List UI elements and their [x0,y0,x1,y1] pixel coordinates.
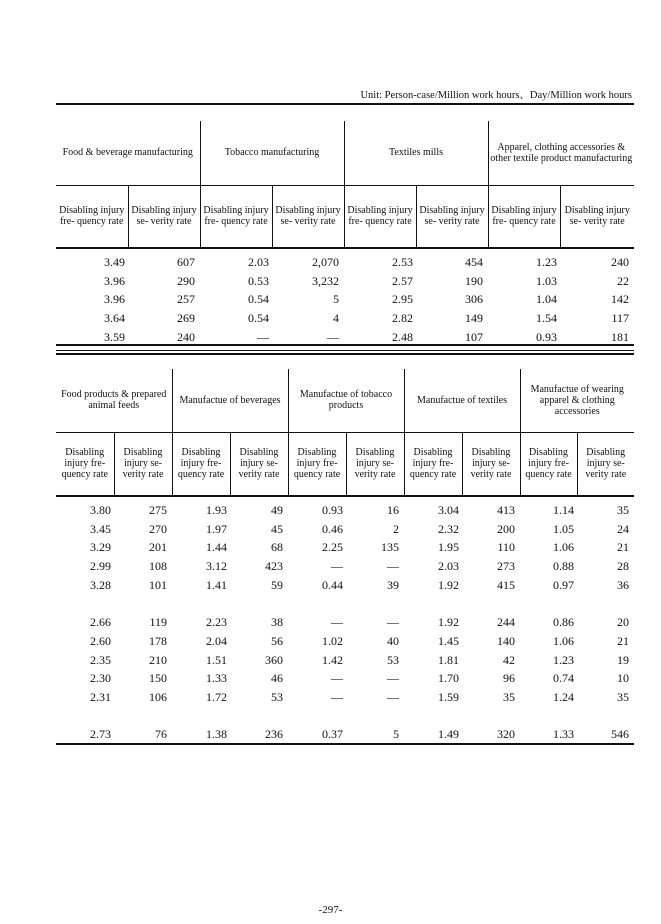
table-cell: 49 [271,503,283,517]
table-cell: 1.59 [438,690,459,705]
table-cell: 0.37 [322,727,343,742]
table-cell: 21 [617,540,629,555]
table-cell: 2.95 [392,292,413,307]
table-cell: — [327,329,339,344]
table-cell: 53 [387,652,399,667]
table-cell: 21 [617,633,629,648]
table-cell: 2.23 [206,615,227,630]
group-header: Manufactue of wearing apparel & clothing accessories [520,369,634,432]
table-row [56,576,634,595]
group-header: Manufactue of beverages [172,369,288,432]
severity-rate-header: Disabling injury se- verity rate [416,185,488,248]
table-cell: — [387,690,399,705]
severity-rate-header: Disabling injury se- verity rate [560,185,634,248]
severity-rate-header: Disabling injury se- verity rate [230,432,288,496]
table-cell: 3.04 [438,503,459,517]
table-cell: 1.23 [536,255,557,269]
table-cell: 96 [503,671,515,686]
table-row [56,651,634,670]
table-row [56,253,634,272]
table-cell: 415 [497,577,515,592]
table-cell: 1.03 [536,273,557,288]
table-cell: 3.96 [104,273,125,288]
table-cell: 1.06 [553,540,574,555]
table-cell: 2.99 [90,559,111,574]
table-cell: 117 [611,311,629,326]
table-cell: 257 [177,292,195,307]
severity-rate-header: Disabling injury se- verity rate [114,432,172,496]
frequency-rate-header: Disabling injury fre- quency rate [56,432,114,496]
frequency-rate-header: Disabling injury fre- quency rate [56,185,128,248]
table-cell: 119 [149,615,167,630]
table-cell: 135 [381,540,399,555]
table-cell: 2.60 [90,633,111,648]
table-cell: 4 [333,311,339,326]
table-cell: 42 [503,652,515,667]
table-cell: 0.97 [553,577,574,592]
table-cell: 149 [465,311,483,326]
table2-top-rule-b [56,353,634,355]
table-cell: 244 [497,615,515,630]
table-cell: 5 [393,727,399,742]
table-cell: 0.93 [322,503,343,517]
table-cell: 56 [271,633,283,648]
table-cell: 2,070 [312,255,339,269]
table-cell: 275 [149,503,167,517]
table-cell: 24 [617,521,629,536]
table-cell: 178 [149,633,167,648]
table-cell: 110 [497,540,515,555]
table-cell: 200 [497,521,515,536]
table-cell: 290 [177,273,195,288]
table-cell: 1.45 [438,633,459,648]
table-cell: 240 [611,255,629,269]
table-cell: 306 [465,292,483,307]
table-cell: 1.23 [553,652,574,667]
spacer-row [56,595,634,614]
table-cell: 0.86 [553,615,574,630]
table-cell: 269 [177,311,195,326]
spacer-row [56,707,634,726]
group-header: Tobacco manufacturing [200,121,344,185]
table-cell: 1.92 [438,577,459,592]
table-cell: 1.33 [206,671,227,686]
table-cell: 360 [265,652,283,667]
table-cell: 1.41 [206,577,227,592]
table-cell: 16 [387,503,399,517]
table-cell: 1.54 [536,311,557,326]
table-cell: — [331,615,343,630]
group-header: Apparel, clothing accessories & other textile product manufacturing [488,121,634,185]
table-cell: 3.45 [90,521,111,536]
table-cell: 1.93 [206,503,227,517]
table-cell: 53 [271,690,283,705]
frequency-rate-header: Disabling injury fre- quency rate [288,432,346,496]
table-cell: 2.48 [392,329,413,344]
table-cell: 3.80 [90,503,111,517]
table-cell: 546 [611,727,629,742]
table-cell: 273 [497,559,515,574]
page-number: -297- [318,904,343,916]
table-cell: 423 [265,559,283,574]
table-cell: 1.81 [438,652,459,667]
table-cell: 2.03 [438,559,459,574]
table-cell: 2.31 [90,690,111,705]
table-cell: 0.74 [553,671,574,686]
table-cell: 150 [149,671,167,686]
table-cell: 413 [497,503,515,517]
group-header: Food & beverage manufacturing [56,121,200,185]
table-row [56,632,634,651]
table-row [56,309,634,328]
frequency-rate-header: Disabling injury fre- quency rate [404,432,462,496]
table-cell: 68 [271,540,283,555]
frequency-rate-header: Disabling injury fre- quency rate [488,185,560,248]
table-cell: 46 [271,671,283,686]
table-cell: 1.02 [322,633,343,648]
table-cell: 3.96 [104,292,125,307]
table-cell: 454 [465,255,483,269]
table-cell: 1.92 [438,615,459,630]
table-cell: 240 [177,329,195,344]
table-cell: 0.54 [248,292,269,307]
table-cell: 1.72 [206,690,227,705]
table1-top-rule [56,103,634,105]
table-cell: 142 [611,292,629,307]
table-row [56,538,634,557]
table-1 [56,117,634,347]
table-cell: 201 [149,540,167,555]
severity-rate-header: Disabling injury se- verity rate [272,185,344,248]
table-cell: 35 [617,503,629,517]
table-cell: 3.64 [104,311,125,326]
table-cell: — [331,690,343,705]
table-cell: 38 [271,615,283,630]
table-cell: 0.44 [322,577,343,592]
table-cell: 1.51 [206,652,227,667]
table-cell: 2.30 [90,671,111,686]
frequency-rate-header: Disabling injury fre- quency rate [344,185,416,248]
group-header: Manufactue of textiles [404,369,520,432]
table-cell: 3.12 [206,559,227,574]
table-cell: 45 [271,521,283,536]
frequency-rate-header: Disabling injury fre- quency rate [520,432,577,496]
table-row [56,272,634,291]
group-header: Manufactue of tobacco products [288,369,404,432]
table1-bottom-rule [56,344,634,346]
severity-rate-header: Disabling injury se- verity rate [128,185,200,248]
table-cell: 3.29 [90,540,111,555]
table-cell: 2.32 [438,521,459,536]
table-cell: 2.57 [392,273,413,288]
table2-top-rule-a [56,350,634,351]
table-cell: 39 [387,577,399,592]
table-cell: 1.95 [438,540,459,555]
severity-rate-header: Disabling injury se- verity rate [346,432,404,496]
table-cell: 0.88 [553,559,574,574]
table-cell: 1.42 [322,652,343,667]
table-cell: 108 [149,559,167,574]
table-cell: 40 [387,633,399,648]
table-cell: 607 [177,255,195,269]
table-cell: 2.53 [392,255,413,269]
group-header: Textiles mills [344,121,488,185]
frequency-rate-header: Disabling injury fre- quency rate [172,432,230,496]
table-cell: 2 [393,521,399,536]
table-cell: 101 [149,577,167,592]
table-cell: 1.49 [438,727,459,742]
table-cell: 35 [617,690,629,705]
table-cell: 2.73 [90,727,111,742]
table-cell: 1.33 [553,727,574,742]
table-cell: 190 [465,273,483,288]
table-cell: 20 [617,615,629,630]
unit-note: Unit: Person-case/Million work hours、Day/Million work hours [360,90,632,101]
table-row [56,557,634,576]
table-cell: 0.93 [536,329,557,344]
table-cell: 2.03 [248,255,269,269]
table-row [56,290,634,309]
table-cell: 36 [617,577,629,592]
table-cell: — [387,671,399,686]
table-cell: 1.24 [553,690,574,705]
table-cell: 0.46 [322,521,343,536]
table-cell: 236 [265,727,283,742]
table-cell: — [331,559,343,574]
table-cell: — [387,559,399,574]
table-cell: 28 [617,559,629,574]
table-cell: — [257,329,269,344]
table-cell: 320 [497,727,515,742]
table-cell: 181 [611,329,629,344]
table-cell: 59 [271,577,283,592]
table-cell: 140 [497,633,515,648]
table-cell: 3.28 [90,577,111,592]
table-cell: 76 [155,727,167,742]
severity-rate-header: Disabling injury se- verity rate [577,432,634,496]
table-row [56,688,634,707]
table-row [56,520,634,539]
table-cell: 3.49 [104,255,125,269]
table-cell: 2.25 [322,540,343,555]
table-cell: 1.14 [553,503,574,517]
table-cell: 1.44 [206,540,227,555]
table-cell: 1.04 [536,292,557,307]
table2-bottom-rule [56,743,634,745]
table-cell: 270 [149,521,167,536]
table-cell: — [387,615,399,630]
table-row [56,501,634,520]
table-cell: 2.82 [392,311,413,326]
table-row [56,613,634,632]
table-cell: 107 [465,329,483,344]
table-cell: 210 [149,652,167,667]
table-cell: 1.38 [206,727,227,742]
table-cell: 0.53 [248,273,269,288]
group-header: Food products & prepared animal feeds [56,369,172,432]
table-cell: 1.05 [553,521,574,536]
table-cell: 2.04 [206,633,227,648]
table-2 [56,365,634,744]
table-cell: 35 [503,690,515,705]
table-row [56,669,634,688]
table-cell: 1.97 [206,521,227,536]
table-cell: 2.35 [90,652,111,667]
table-cell: 3.59 [104,329,125,344]
table-cell: 2.66 [90,615,111,630]
table-cell: 10 [617,671,629,686]
table-cell: 1.06 [553,633,574,648]
table-cell: 0.54 [248,311,269,326]
table-cell: 1.70 [438,671,459,686]
table-cell: — [331,671,343,686]
severity-rate-header: Disabling injury se- verity rate [462,432,520,496]
table-cell: 5 [333,292,339,307]
table-row [56,725,634,744]
table-cell: 22 [617,273,629,288]
table-cell: 106 [149,690,167,705]
frequency-rate-header: Disabling injury fre- quency rate [200,185,272,248]
table-cell: 3,232 [312,273,339,288]
table-cell: 19 [617,652,629,667]
